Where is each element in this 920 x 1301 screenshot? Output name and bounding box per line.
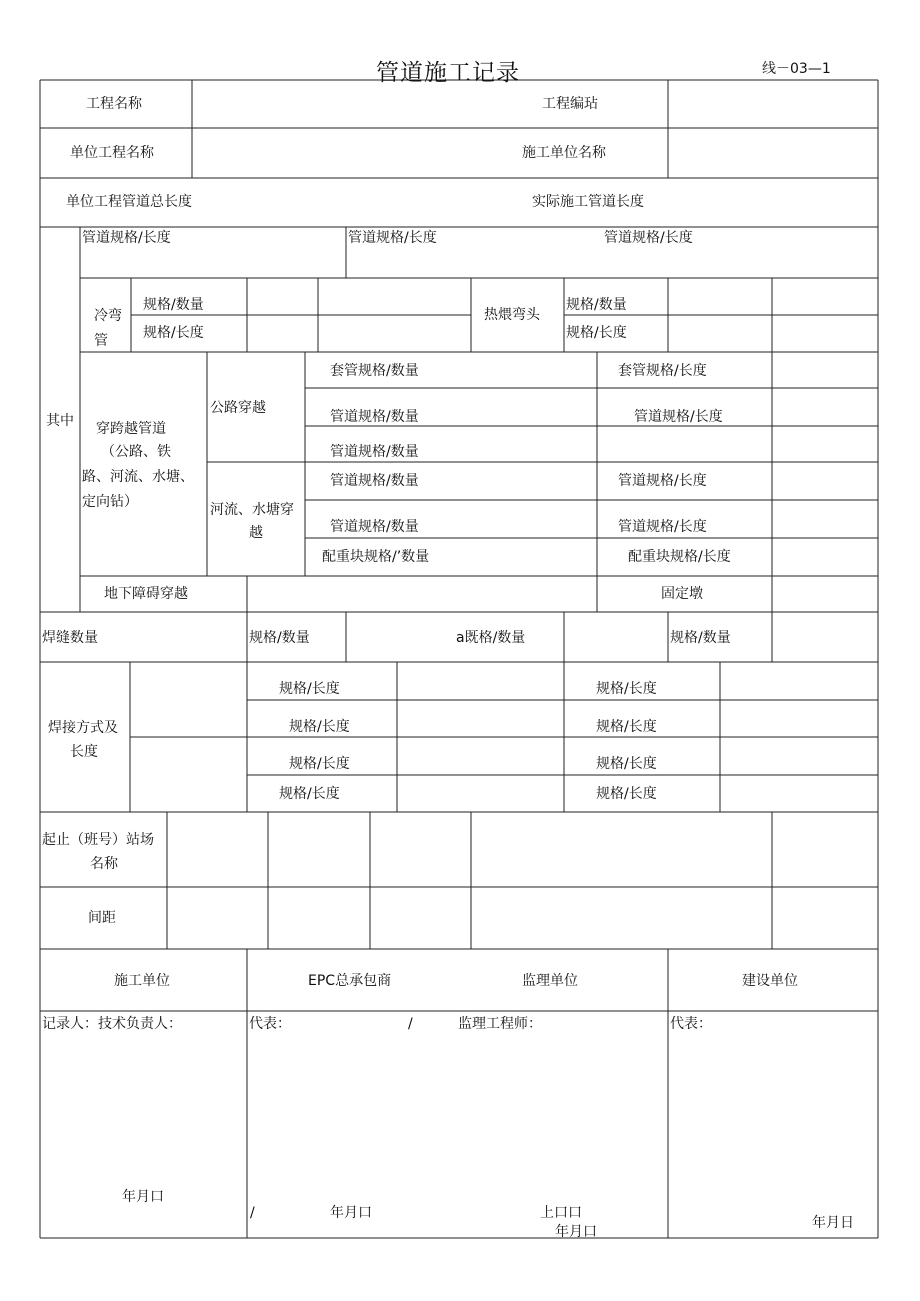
label-sleeve-spec-len: 套管规格/长度 — [618, 363, 707, 379]
label-date-owner: 年月日 — [812, 1215, 854, 1231]
label-weight-spec-len: 配重块规格/长度 — [628, 549, 731, 565]
page-title: 管道施工记录 — [376, 60, 520, 86]
label-station-2: 名称 — [90, 856, 118, 872]
label-contractor-name: 施工单位名称 — [522, 145, 606, 161]
label-sleeve-spec-qty: 套管规格/数量 — [330, 363, 419, 379]
label-weld-spec-qty-1: 规格/数量 — [249, 630, 310, 646]
label-cold-bend-1: 冷弯 — [94, 308, 122, 324]
label-cold-spec-len: 规格/长度 — [143, 325, 204, 341]
label-project-name: 工程名称 — [86, 96, 142, 112]
label-unit-project-name: 单位工程名称 — [70, 145, 154, 161]
label-unit-pipe-total-length: 单位工程管道总长度 — [66, 194, 192, 210]
label-hot-spec-len: 规格/长度 — [566, 325, 627, 341]
label-spacing: 间距 — [88, 910, 116, 926]
label-epc: EPC总承包商 — [308, 973, 392, 989]
label-crossing-1: 穿跨越管道 — [96, 421, 166, 437]
label-river-pipe-spec-qty-2: 管道规格/数量 — [330, 519, 419, 535]
label-recorder: 记录人：技术负责人： — [42, 1016, 182, 1032]
label-date-epc: 年月口 — [330, 1205, 372, 1221]
label-wm-spec-len-5: 规格/长度 — [289, 756, 350, 772]
label-supervisor-engineer: 监理工程师： — [458, 1016, 542, 1032]
label-fixed-pier: 固定墩 — [661, 586, 703, 602]
label-pipe-spec-length-3: 管道规格/长度 — [604, 230, 693, 246]
label-wm-spec-len-6: 规格/长度 — [596, 756, 657, 772]
label-river-crossing-1: 河流、水塘穿 — [210, 502, 294, 518]
label-wm-spec-len-3: 规格/长度 — [289, 719, 350, 735]
label-weld-method-2: 长度 — [70, 744, 98, 760]
label-hot-bend: 热煨弯头 — [484, 307, 540, 323]
label-river-pipe-spec-len-2: 管道规格/长度 — [618, 519, 707, 535]
label-underground-crossing: 地下障碍穿越 — [104, 586, 188, 602]
label-weld-count: 焊缝数量 — [42, 630, 98, 646]
label-weld-method-1: 焊接方式及 — [48, 720, 118, 736]
label-crossing-3: 路、河流、水塘、 — [82, 469, 194, 485]
label-project-code: 工程编玷 — [542, 96, 598, 112]
label-shang-kou: 上口口 — [540, 1205, 582, 1221]
label-pipe-spec-length-2: 管道规格/长度 — [348, 230, 437, 246]
form-code: 线－03—1 — [762, 61, 831, 77]
label-epc-representative: 代表： — [249, 1016, 291, 1032]
label-crossing-2: （公路、铁 — [101, 444, 171, 460]
label-crossing-4: 定向钻） — [82, 494, 138, 510]
label-wm-spec-len-7: 规格/长度 — [279, 786, 340, 802]
label-road-pipe-spec-qty-1: 管道规格/数量 — [330, 409, 419, 425]
label-wm-spec-len-4: 规格/长度 — [596, 719, 657, 735]
label-pipe-spec-length-1: 管道规格/长度 — [82, 230, 171, 246]
label-wm-spec-len-2: 规格/长度 — [596, 681, 657, 697]
label-owner-unit: 建设单位 — [742, 973, 798, 989]
label-owner-representative: 代表： — [670, 1016, 712, 1032]
label-actual-pipe-length: 实际施工管道长度 — [532, 194, 644, 210]
label-station-1: 起止（班号）站场 — [42, 832, 154, 848]
label-date-supervision: 年月口 — [555, 1224, 597, 1240]
label-hot-spec-qty: 规格/数量 — [566, 297, 627, 313]
label-weld-a-spec-qty: a既格/数量 — [456, 630, 526, 646]
label-river-crossing-2: 越 — [249, 525, 263, 541]
label-road-crossing: 公路穿越 — [210, 400, 266, 416]
label-date-construction: 年月口 — [122, 1189, 164, 1205]
label-road-pipe-spec-qty-2: 管道规格/数量 — [330, 444, 419, 460]
label-wm-spec-len-8: 规格/长度 — [596, 786, 657, 802]
label-construction-unit: 施工单位 — [114, 973, 170, 989]
label-weight-spec-qty: 配重块规格/’数量 — [322, 549, 430, 565]
label-supervision-unit: 监理单位 — [522, 973, 578, 989]
label-among: 其中 — [46, 413, 74, 429]
label-cold-spec-qty: 规格/数量 — [143, 297, 204, 313]
label-weld-spec-qty-2: 规格/数量 — [670, 630, 731, 646]
label-river-pipe-spec-qty-1: 管道规格/数量 — [330, 473, 419, 489]
label-slash-1: / — [408, 1016, 413, 1032]
label-river-pipe-spec-len-1: 管道规格/长度 — [618, 473, 707, 489]
label-slash-2: / — [250, 1205, 255, 1221]
label-wm-spec-len-1: 规格/长度 — [279, 681, 340, 697]
label-road-pipe-spec-len: 管道规格/长度 — [634, 409, 723, 425]
label-cold-bend-2: 管 — [94, 333, 108, 349]
